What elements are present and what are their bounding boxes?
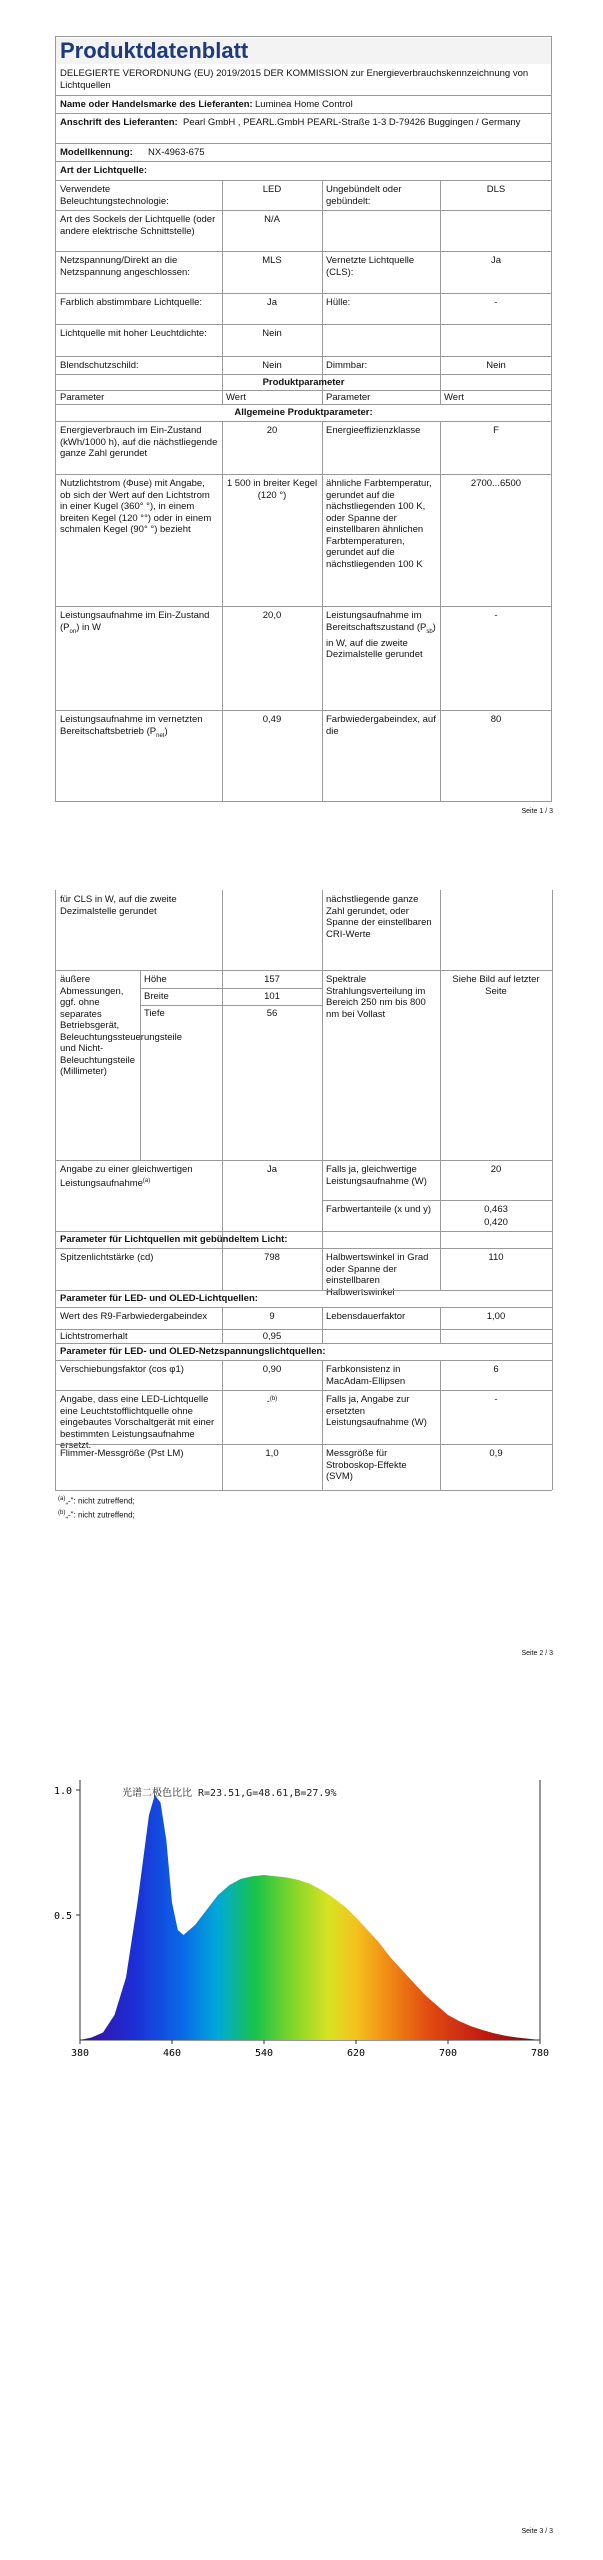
flux-label: Nutzlichtstrom (Φuse) mit Angabe, ob sich der Wert auf den Lichtstrom in einer Kugel (360° °), in einem breiten Kegel (120 °°) oder in einem schmalen Kegel (90° °) bezieht: [60, 478, 212, 535]
tunable-label: Farblich abstimmbare Lichtquelle:: [60, 297, 203, 308]
pon-value: 20,0: [262, 610, 282, 621]
psb-label-suffix: ) in W, auf die zweite Dezimalstelle gerundet: [326, 621, 436, 661]
unbundled-label: Ungebündelt oder gebündelt:: [326, 184, 402, 207]
pon-label-suffix: ) in W: [76, 621, 101, 633]
height-label: Höhe: [144, 974, 167, 985]
cri-label-continued: nächstliegende ganze Zahl gerundet, oder Spanne der einstellbaren CRI-Werte: [326, 894, 432, 940]
antiglare-value: Nein: [262, 360, 282, 371]
x-tick-label: 780: [530, 2048, 550, 2059]
footnote-a: [58, 1494, 135, 1507]
col-value-2: Wert: [444, 392, 464, 403]
beam-value: 110: [488, 1252, 504, 1263]
maint-value: 0,95: [262, 1331, 282, 1342]
energy-value: 20: [266, 425, 278, 436]
mains-label: Netzspannung/Direkt an die Netzspannung angeschlossen:: [60, 255, 190, 278]
cct-label: ähnliche Farbtemperatur, gerundet auf die nächstliegenden 100 K, oder Spanne der einstellbaren ähnlichen Farbtemperaturen, gerundet auf die nächstliegenden 100 K: [326, 478, 432, 570]
chart-title: 光谱二极色比比 R=23.51,G=48.61,B=27.9%: [122, 1788, 337, 1799]
footnote-b-mark: (b): [58, 1510, 66, 1516]
pnet-value: 0,49: [262, 714, 282, 725]
model-id: NX-4963-675: [148, 147, 205, 158]
product-params-header: Produktparameter: [262, 377, 345, 388]
equiv-label-sup: (a): [142, 1177, 151, 1184]
tunable-value: Ja: [266, 297, 278, 308]
x-tick-label: 460: [162, 2048, 182, 2059]
spd-label: Spektrale Strahlungsverteilung im Bereich 250 nm bis 800 nm bei Vollast: [326, 974, 426, 1020]
eclass-value: F: [493, 425, 499, 436]
tech-value: LED: [262, 184, 282, 195]
claim-value: [222, 1394, 322, 1408]
footnote-b: [58, 1508, 135, 1521]
flux-value: 1 500 in breiter Kegel (120 °): [226, 478, 318, 501]
x-tick-label: 540: [254, 2048, 274, 2059]
pf-label: Verschiebungsfaktor (cos φ1): [60, 1364, 184, 1375]
mains-params-header: Parameter für LED- und OLED-Netzspannungslichtquellen:: [60, 1346, 326, 1357]
cri-value: 80: [490, 714, 502, 725]
general-params-header: Allgemeine Produktparameter:: [234, 407, 373, 418]
pon-label-text: Leistungsaufnahme im Ein-Zustand (P: [60, 610, 210, 633]
depth-label: Tiefe: [144, 1008, 165, 1019]
led-header: Parameter für LED- und OLED-Lichtquellen:: [60, 1293, 258, 1304]
regulation-text: DELEGIERTE VERORDNUNG (EU) 2019/2015 DER KOMMISSION zur Energieverbrauchskennzeichnung von Lichtquellen: [60, 68, 529, 91]
col-param-2: Parameter: [326, 392, 371, 403]
highlum-value: Nein: [262, 328, 282, 339]
x-tick-label: 620: [346, 2048, 366, 2059]
pnet-label-text: Leistungsaufnahme im vernetzten Bereitschaftsbetrieb (P: [60, 714, 203, 737]
supplier-name: Luminea Home Control: [255, 99, 353, 110]
y-tick-label: 0.5: [53, 1911, 72, 1922]
r9-value: 9: [269, 1311, 275, 1322]
page-1-footer: Seite 1 / 3: [521, 808, 553, 815]
unbundled-value: DLS: [486, 184, 506, 195]
claimp-value: -: [494, 1394, 498, 1405]
strobo-value: 0,9: [489, 1448, 503, 1459]
pnet-label-sub: net: [156, 732, 165, 739]
antiglare-label: Blendschutzschild:: [60, 360, 139, 371]
chroma-y: 0,420: [484, 1217, 508, 1228]
equivp-value: 20: [490, 1164, 502, 1175]
equivp-label: Falls ja, gleichwertige Leistungsaufnahme (W): [326, 1164, 427, 1187]
supplier-address-row: [60, 117, 530, 129]
supplier-address: Pearl GmbH , PEARL.GmbH PEARL-Straße 1-3 D-79426 Buggingen / Germany: [183, 117, 521, 128]
claimp-label: Falls ja, Angabe zur ersetzten Leistungsaufnahme (W): [326, 1394, 427, 1428]
y-tick-label: 1.0: [53, 1786, 72, 1797]
page-title: Produktdatenblatt: [60, 38, 249, 63]
survival-label: Lebensdauerfaktor: [326, 1311, 406, 1322]
chroma-x: 0,463: [484, 1204, 508, 1215]
tech-label: Verwendete Beleuchtungstechnologie:: [60, 184, 169, 207]
envelope-value: -: [494, 297, 498, 308]
height-value: 157: [264, 974, 280, 985]
page-1: [0, 0, 603, 820]
psb-label-text: Leistungsaufnahme im Bereitschaftszustand (P: [326, 610, 427, 633]
x-tick-label: 700: [438, 2048, 458, 2059]
socket-label: Art des Sockels der Lichtquelle (oder andere elektrische Schnittstelle): [60, 214, 216, 237]
cri-label: Farbwiedergabeindex, auf die: [326, 714, 436, 737]
col-param-1: Parameter: [60, 392, 105, 403]
survival-value: 1,00: [486, 1311, 506, 1322]
dimmable-label: Dimmbar:: [326, 360, 368, 371]
y-tick-group: [54, 1786, 80, 1922]
spectrum-area: [80, 1795, 540, 2040]
peak-label: Spitzenlichtstärke (cd): [60, 1252, 154, 1263]
envelope-label: Hülle:: [326, 297, 351, 308]
pon-label: [60, 610, 218, 638]
lightsource-header: Art der Lichtquelle:: [60, 165, 148, 176]
r9-label: Wert des R9-Farbwiedergabeindex: [60, 1311, 208, 1322]
flicker-label: Flimmer-Messgröße (Pst LM): [60, 1448, 184, 1459]
spectrum-chart: [40, 1760, 560, 2080]
footnote-a-text: „-": nicht zutreffend;: [65, 1496, 135, 1506]
footnote-b-text: „-": nicht zutreffend;: [65, 1510, 135, 1520]
model-label: Modellkennung:: [60, 147, 133, 158]
consist-value: 6: [493, 1364, 499, 1375]
claim-label: Angabe, dass eine LED-Lichtquelle eine Leuchtstofflichtquelle ohne eingebautes Vorschaltgerät mit einer bestimmten Leistungsaufnahme ersetzt.: [60, 1394, 215, 1451]
page-2: [0, 860, 603, 1680]
page-3-footer: Seite 3 / 3: [521, 2528, 553, 2535]
psb-label-sub: sb: [426, 628, 433, 635]
strobo-label: Messgröße für Stroboskop-Effekte (SVM): [326, 1448, 407, 1482]
pnet-label-continued: für CLS in W, auf die zweite Dezimalstelle gerundet: [60, 894, 177, 917]
directional-header: Parameter für Lichtquellen mit gebündeltem Licht:: [60, 1234, 288, 1245]
pf-value: 0,90: [262, 1364, 282, 1375]
x-tick-group: [71, 2040, 549, 2059]
claim-value-sup: (b): [269, 1396, 278, 1402]
footnote-a-mark: (a): [58, 1496, 66, 1502]
connected-label: Vernetzte Lichtquelle (CLS):: [326, 255, 415, 278]
maint-label: Lichtstromerhalt: [60, 1331, 128, 1342]
page-2-footer: Seite 2 / 3: [521, 1650, 553, 1657]
width-value: 101: [264, 991, 280, 1002]
dimmable-value: Nein: [486, 360, 506, 371]
pnet-label-suffix: ): [164, 725, 168, 737]
width-label: Breite: [144, 991, 169, 1002]
psb-value: -: [494, 610, 498, 621]
beam-label: Halbwertswinkel in Grad oder Spanne der einstellbaren Halbwertswinkel: [326, 1252, 429, 1298]
psb-label: [326, 610, 436, 661]
supplier-address-label: Anschrift des Lieferanten:: [60, 117, 178, 128]
chroma-label: Farbwertanteile (x und y): [326, 1204, 432, 1215]
equiv-label: [60, 1164, 218, 1189]
mains-value: MLS: [262, 255, 282, 266]
dims-label: äußere Abmessungen, ggf. ohne separates Betriebsgerät, Beleuchtungssteuerungsteile und Nicht-Beleuchtungsteile (Millimeter): [60, 974, 183, 1077]
energy-label: Energieverbrauch im Ein-Zustand (kWh/1000 h), auf die nächstliegende ganze Zahl gerundet: [60, 425, 218, 459]
col-value-1: Wert: [226, 392, 246, 403]
peak-value: 798: [264, 1252, 280, 1263]
depth-value: 56: [266, 1008, 278, 1019]
equiv-value: Ja: [266, 1164, 278, 1175]
supplier-name-label: Name oder Handelsmarke des Lieferanten:: [60, 99, 253, 110]
connected-value: Ja: [490, 255, 502, 266]
x-tick-label: 380: [70, 2048, 90, 2059]
claim-value-text: -: [266, 1396, 270, 1408]
equiv-label-text: Angabe zu einer gleichwertigen Leistungsaufnahme: [60, 1164, 193, 1189]
highlum-label: Lichtquelle mit hoher Leuchtdichte:: [60, 328, 207, 339]
socket-value: N/A: [264, 214, 280, 225]
cct-value: 2700...6500: [470, 478, 522, 489]
pon-label-sub: on: [69, 628, 77, 635]
spd-value: Siehe Bild auf letzter Seite: [452, 974, 540, 997]
flicker-value: 1,0: [265, 1448, 279, 1459]
consist-label: Farbkonsistenz in MacAdam-Ellipsen: [326, 1364, 406, 1387]
eclass-label: Energieeffizienzklasse: [326, 425, 421, 436]
page-3: [0, 1720, 603, 2560]
pnet-label: [60, 714, 218, 742]
